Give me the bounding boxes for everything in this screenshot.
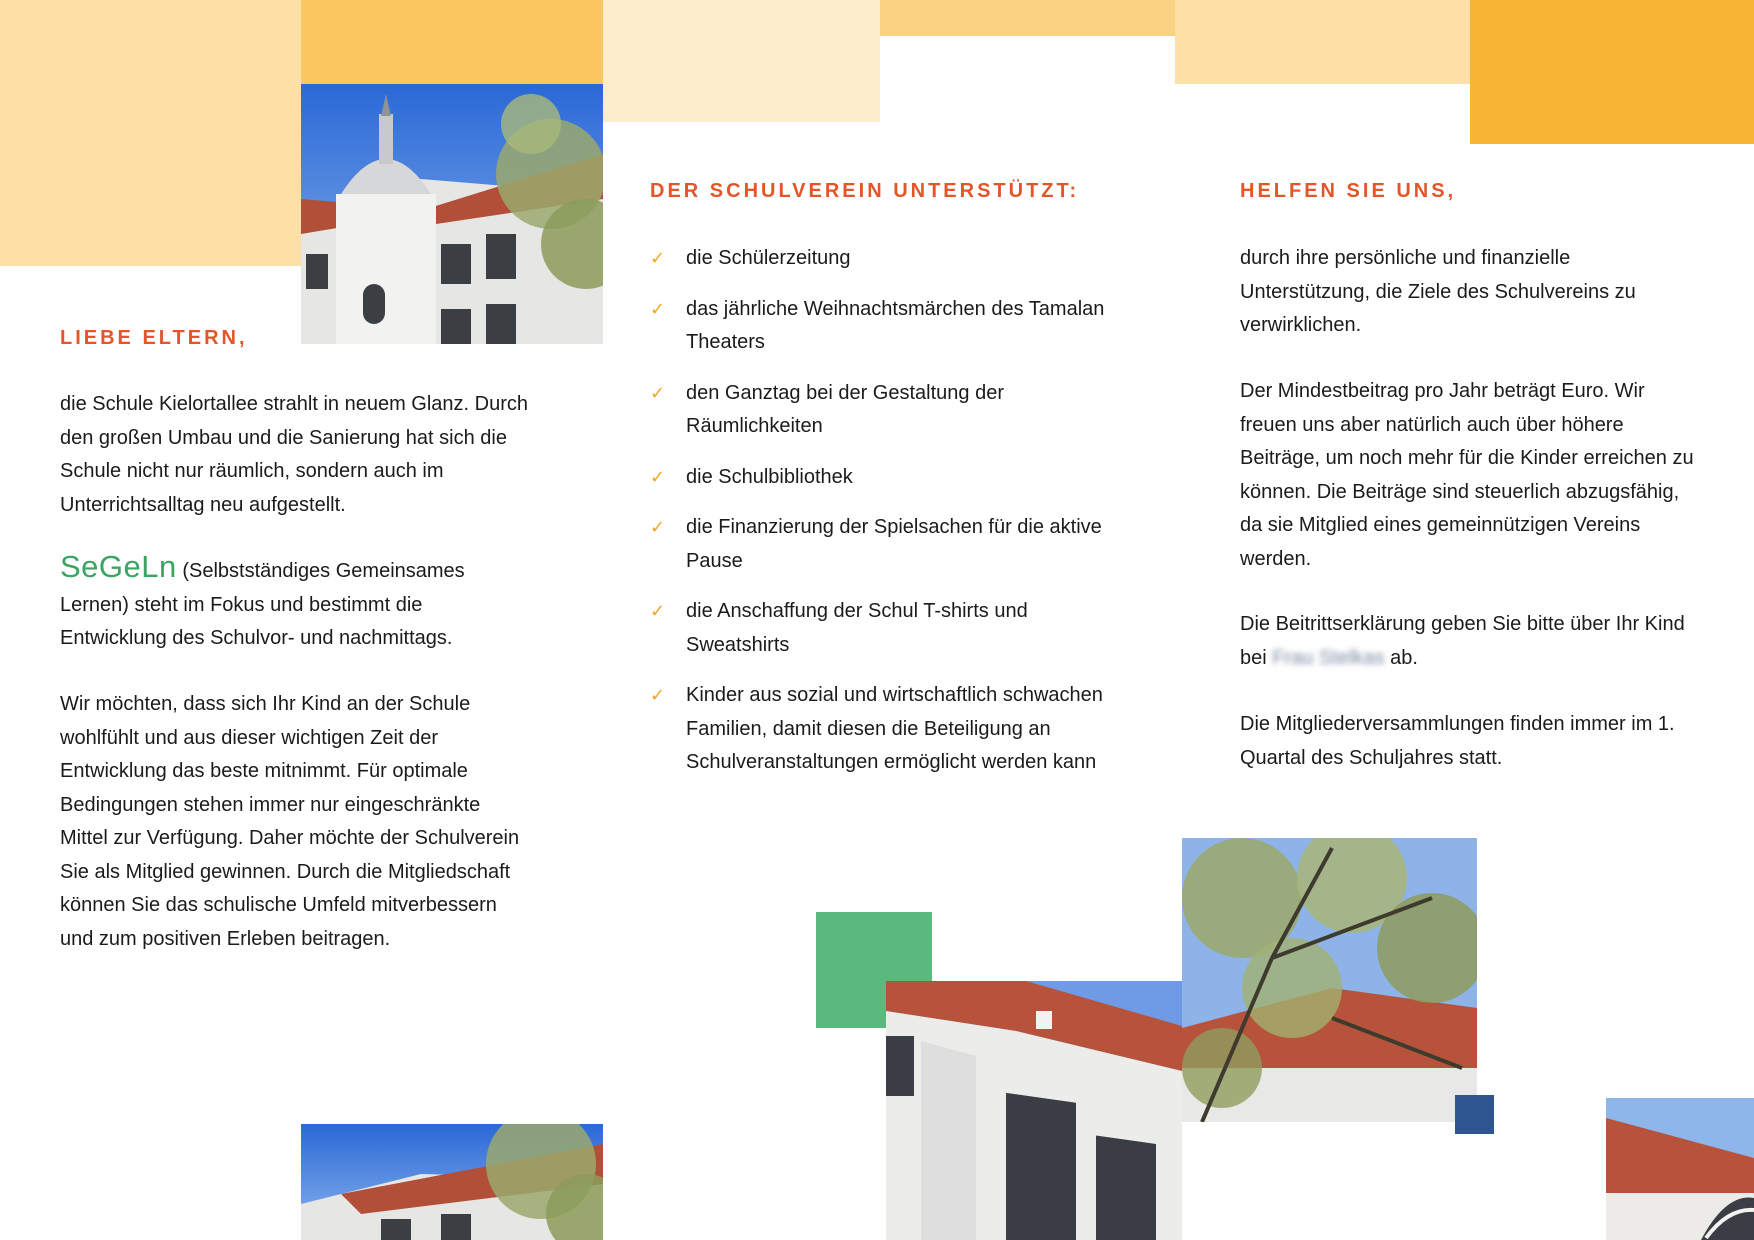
check-icon: ✓ bbox=[650, 298, 666, 319]
right-paragraph-4: Die Mitgliederversammlungen finden immer im 1. Quartal des Schuljahres statt. bbox=[1240, 713, 1675, 769]
left-paragraph-2-text: (Selbstständiges Gemeinsames Lernen) steht im Fokus und bestimmt die Entwicklung des Schulvor- und nachmittags. bbox=[60, 560, 465, 649]
school-tower-photo bbox=[301, 84, 603, 344]
check-icon: ✓ bbox=[650, 601, 666, 621]
school-tower-photo-bottom bbox=[301, 1124, 603, 1240]
right-heading: HELFEN SIE UNS, bbox=[1240, 180, 1457, 202]
roof-photo-corner bbox=[1606, 1098, 1754, 1240]
check-icon: ✓ bbox=[650, 466, 666, 487]
left-paragraph-2 bbox=[60, 550, 530, 656]
support-list bbox=[650, 242, 1130, 797]
right-paragraph-2: Der Mindestbeitrag pro Jahr beträgt Euro. Wir freuen uns aber natürlich auch über höhere Beiträge, um noch mehr für die Kinder erreichen zu können. Die Beiträge sind steuerlich abzugsfähig, da sie Mitglied eines gemeinnützigen Vereins werden. bbox=[1240, 380, 1694, 570]
school-facade-photo bbox=[886, 981, 1182, 1240]
list-item: ✓ die Schulbibliothek bbox=[650, 461, 1130, 495]
contact-name: Frau Stelkas bbox=[1272, 646, 1385, 669]
check-icon: ✓ bbox=[650, 517, 666, 537]
deco-block-top-right bbox=[1470, 0, 1754, 144]
list-item: ✓ die Schülerzeitung bbox=[650, 242, 1130, 276]
deco-block-top-2 bbox=[301, 0, 603, 84]
deco-block-top-3 bbox=[603, 0, 880, 122]
list-item: ✓ das jährliche Weihnachtsmärchen des Tamalan Theaters bbox=[650, 293, 1130, 360]
check-icon: ✓ bbox=[650, 248, 666, 268]
left-paragraph-1: die Schule Kielortallee strahlt in neuem Glanz. Durch den großen Umbau und die Sanierung hat sich die Schule nicht nur räumlich, sondern auch im Unterrichtsalltag neu aufgestellt. bbox=[60, 393, 529, 516]
list-item: ✓ die Anschaffung der Schul T-shirts und Sweatshirts bbox=[650, 595, 1130, 662]
list-item: ✓ Kinder aus sozial und wirtschaftlich schwachen Familien, damit diesen die Beteiligung an Schulveranstaltungen ermöglicht werden kann bbox=[650, 679, 1130, 780]
deco-block-top-left bbox=[0, 0, 301, 266]
middle-heading: DER SCHULVEREIN UNTERSTÜTZT: bbox=[650, 180, 1080, 202]
check-icon: ✓ bbox=[650, 382, 666, 403]
tree-and-roof-photo bbox=[1182, 838, 1477, 1122]
deco-block-top-5 bbox=[1175, 0, 1470, 84]
list-item: ✓ den Ganztag bei der Gestaltung der Räumlichkeiten bbox=[650, 377, 1130, 444]
right-paragraph-1: durch ihre persönliche und finanzielle Unterstützung, die Ziele des Schulvereins zu verwirklichen. bbox=[1240, 247, 1636, 336]
left-heading: LIEBE ELTERN, bbox=[60, 327, 248, 349]
left-paragraph-3: Wir möchten, dass sich Ihr Kind an der Schule wohlfühlt und aus dieser wichtigen Zeit der Entwicklung das beste mitnimmt. Für optimale Bedingungen stehen immer nur eingeschränkte Mittel zur Verfügung. Daher möchte der Schulverein Sie als Mitglied gewinnen. Durch die Mitgliedschaft können Sie das schulische Umfeld mitverbessern und zum positiven Erleben beitragen. bbox=[60, 693, 520, 950]
segeln-brand: SeGeLn bbox=[60, 549, 177, 584]
deco-square-blue bbox=[1455, 1095, 1494, 1134]
right-paragraph-3: Die Beitrittserklärung geben Sie bitte über Ihr Kind bei Frau Stelkas ab. bbox=[1240, 613, 1685, 669]
deco-block-top-4 bbox=[880, 0, 1175, 36]
list-item: ✓ die Finanzierung der Spielsachen für die aktive Pause bbox=[650, 511, 1130, 578]
check-icon: ✓ bbox=[650, 685, 666, 705]
